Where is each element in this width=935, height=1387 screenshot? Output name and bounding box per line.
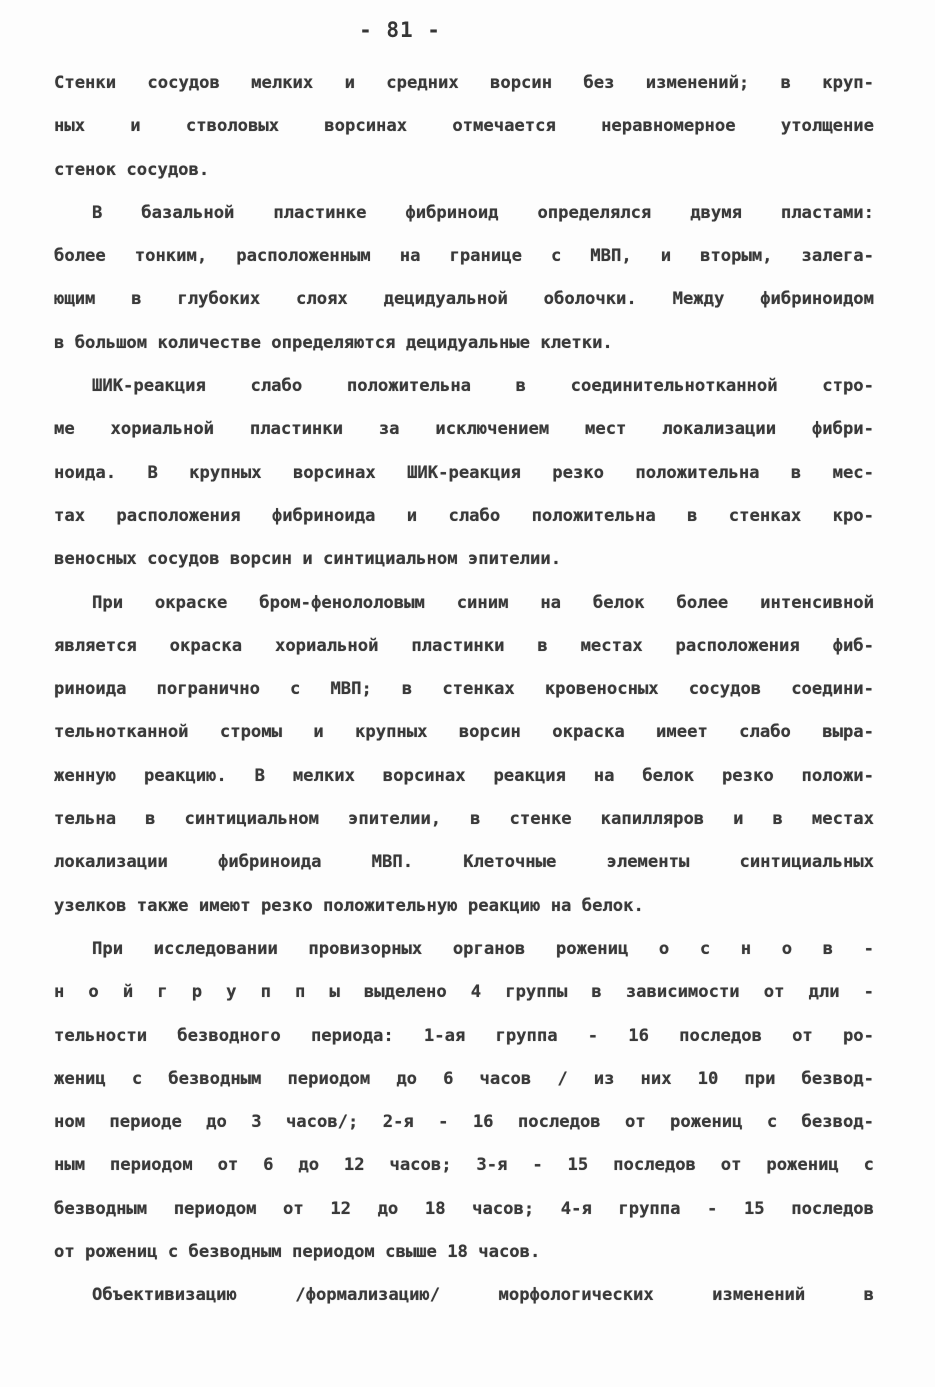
text-line: Стенки сосудов мелких и средних ворсин без изменений; в круп-: [54, 73, 874, 93]
text-line: более тонким, расположенным на границе с МВП, и вторым, залега-: [54, 246, 874, 267]
text-line: При окраске бром-фенололовым синим на белок более интенсивной: [92, 592, 874, 613]
text-line: ном периоде до 3 часов/; 2-я - 16 последов от рожениц с безвод-: [54, 1112, 874, 1133]
text-line: В базальной пластинке фибриноид определялся двумя пластами:: [92, 202, 874, 223]
text-line: веносных сосудов ворсин и синтициальном эпителии.: [54, 549, 562, 570]
text-line: в большом количестве определяются децидуальные клетки.: [54, 332, 613, 353]
text-line: локализации фибриноида МВП. Клеточные элементы синтициальных: [54, 852, 874, 873]
text-line: При исследовании провизорных органов рожениц о с н о в -: [92, 938, 874, 959]
text-line: узелков также имеют резко положительную реакцию на белок.: [54, 895, 644, 916]
text-line: стенок сосудов.: [54, 159, 210, 180]
text-line: ющим в глубоких слоях децидуальной оболочки. Между фибриноидом: [54, 289, 874, 310]
text-line: безводным периодом от 12 до 18 часов; 4-я группа - 15 последов: [54, 1198, 874, 1219]
text-line: риноида погранично с МВП; в стенках кровеносных сосудов соедини-: [54, 679, 874, 700]
text-line: жениц с безводным периодом до 6 часов / из них 10 при безвод-: [54, 1068, 874, 1089]
text-line: от рожениц с безводным периодом свыше 18 часов.: [54, 1242, 541, 1263]
text-line: ме хориальной пластинки за исключением мест локализации фибри-: [54, 419, 874, 440]
text-body: [54, 62, 874, 1318]
text-line: ным периодом от 6 до 12 часов; 3-я - 15 последов от рожениц с: [54, 1155, 874, 1176]
text-line: ШИК-реакция слабо положительна в соединительнотканной стро-: [92, 376, 874, 397]
text-line: ноида. В крупных ворсинах ШИК-реакция резко положительна в мес-: [54, 462, 874, 483]
text-line: Объективизацию /формализацию/ морфологических изменений в: [92, 1285, 874, 1306]
text-line: тельнотканной стромы и крупных ворсин окраска имеет слабо выра-: [54, 722, 874, 743]
page-number: - 81 -: [359, 18, 441, 42]
text-line: тельна в синтициальном эпителии, в стенке капилляров и в местах: [54, 809, 874, 830]
text-line: тельности безводного периода: 1-ая группа - 16 последов от ро-: [54, 1025, 874, 1046]
text-line: тах расположения фибриноида и слабо положительна в стенках кро-: [54, 505, 874, 526]
text-line: женную реакцию. В мелких ворсинах реакция на белок резко положи-: [54, 765, 874, 786]
text-line: является окраска хориальной пластинки в местах расположения фиб-: [54, 635, 874, 656]
text-line: н о й г р у п п ы выделено 4 группы в зависимости от дли -: [54, 982, 874, 1003]
text-line: ных и стволовых ворсинах отмечается неравномерное утолщение: [54, 116, 874, 137]
